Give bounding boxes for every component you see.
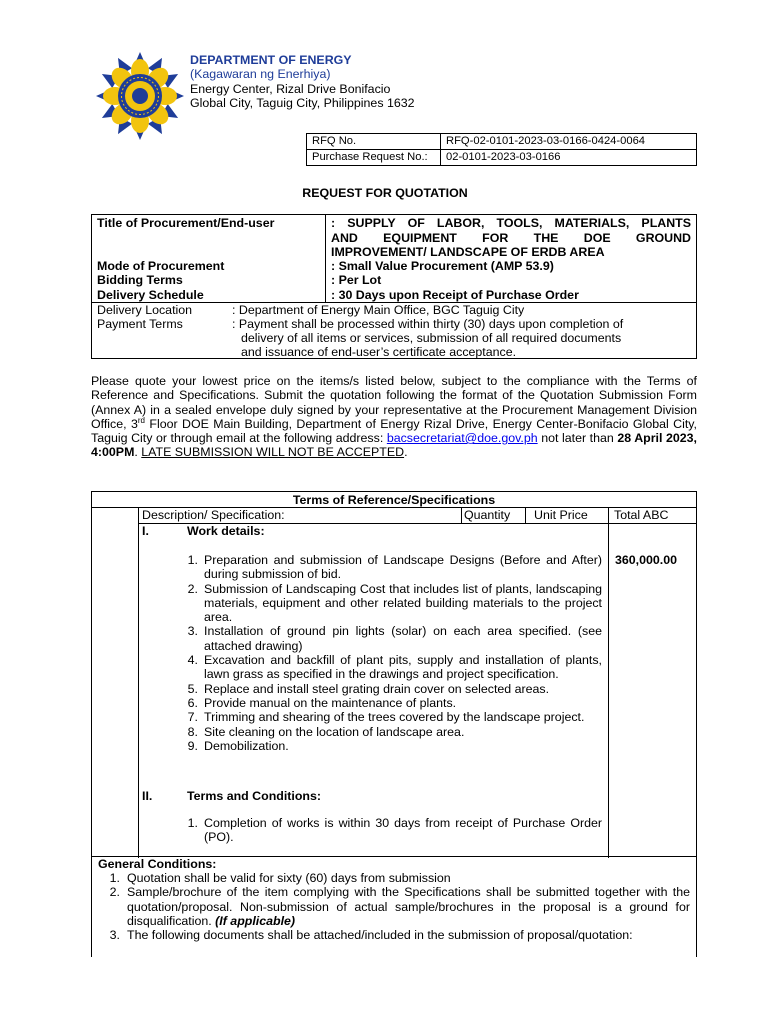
- payment-label: Payment Terms: [97, 317, 183, 331]
- delivery-value: : 30 Days upon Receipt of Purchase Order: [331, 288, 579, 302]
- general-conditions-list: [98, 871, 690, 942]
- address-line-1: Energy Center, Rizal Drive Bonifacio: [190, 81, 391, 96]
- address-line-2: Global City, Taguig City, Philippines 1632: [190, 95, 415, 110]
- doe-seal-icon: [96, 52, 184, 140]
- tor-title: Terms of Reference/Specifications: [292, 493, 496, 507]
- section-2-number: II.: [142, 789, 153, 803]
- title-label: Title of Procurement/End-user: [97, 216, 275, 230]
- section-1-title: Work details:: [187, 524, 265, 538]
- bac-email-link[interactable]: bacsecretariat@doe.gov.ph: [386, 431, 538, 446]
- list-item: 1. Quotation shall be valid for sixty (60) days from submission: [109, 871, 451, 885]
- payment-value-line-1: : Payment shall be processed within thirty (30) days upon completion of: [232, 317, 624, 331]
- general-conditions-title: General Conditions:: [98, 857, 217, 871]
- procurement-info-table: [91, 214, 697, 359]
- intro-text-2: Floor DOE Main Building, Department of Energy Rizal Drive, Energy Center-Bonifacio Global City, Taguig City or through email at the following address:: [91, 416, 698, 446]
- instructions-paragraph: [91, 374, 697, 460]
- submission-deadline: 28 April 2023, 4:00PM: [91, 431, 697, 460]
- payment-value-line-3: and issuance of end-user’s certificate acceptance.: [241, 345, 517, 359]
- list-item: 3. Installation of ground pin lights (solar) on each area specified. (see attached drawing): [187, 624, 602, 653]
- ordinal-suffix: rd: [137, 415, 145, 425]
- list-item: 8. Site cleaning on the location of landscape area.: [187, 724, 465, 739]
- rfq-no-label: RFQ No.: [307, 134, 441, 150]
- col-quantity: Quantity: [464, 508, 511, 522]
- list-item: 5. Replace and install steel grating drain cover on selected areas.: [187, 681, 550, 696]
- list-item: 2. Sample/brochure of the item complying with the Specifications shall be submitted together with the quotation/proposal. Non-submission of actual sample/brochures in the proposal is a ground for disqualification. (If applicable): [109, 885, 690, 928]
- intro-text-1: Please quote your lowest price on the items/s listed below, subject to the compliance with the Terms of Reference and Specifications. Submit the quotation following the format of the Quotation Submission Form (Annex A) in a sealed envelope duly signed by your representative at the Procurement Management Division Office, 3: [91, 374, 697, 431]
- list-item: 7. Trimming and shearing of the trees covered by the landscape project.: [187, 710, 585, 725]
- mode-label: Mode of Procurement: [97, 259, 225, 273]
- terms-of-reference-table: [91, 491, 697, 857]
- list-item: 2. Submission of Landscaping Cost that includes list of plants, landscaping materials, equipment and other related building materials to the project area.: [187, 581, 602, 625]
- col-total-abc: Total ABC: [614, 508, 669, 522]
- list-item: 9. Demobilization.: [187, 738, 289, 753]
- title-value-line-1: : SUPPLY OF LABOR, TOOLS, MATERIALS, PLANTS: [331, 216, 691, 230]
- department-name: DEPARTMENT OF ENERGY: [190, 53, 352, 67]
- intro-text-3: not later than: [537, 431, 618, 446]
- pr-no-label: Purchase Request No.:: [307, 150, 441, 166]
- list-item: 1. Completion of works is within 30 days from receipt of Purchase Order (PO).: [187, 816, 602, 845]
- location-label: Delivery Location: [97, 303, 193, 317]
- delivery-label: Delivery Schedule: [97, 288, 204, 302]
- list-item: 1. Preparation and submission of Landscape Designs (Before and After) during submission of bid.: [187, 553, 602, 582]
- list-item: 4. Excavation and backfill of plant pits, supply and installation of plants, lawn grass as specified in the drawings and project specification.: [187, 653, 602, 682]
- department-header: [190, 53, 415, 110]
- section-2-title: Terms and Conditions:: [187, 789, 322, 803]
- department-local-name: (Kagawaran ng Enerhiya): [190, 67, 331, 82]
- col-description: Description/ Specification:: [142, 508, 285, 522]
- rfq-no-value: RFQ-02-0101-2023-03-0166-0424-0064: [441, 134, 697, 150]
- title-value-line-2: AND EQUIPMENT FOR THE DOE GROUND: [331, 231, 691, 245]
- rfq-number-table: [306, 133, 697, 166]
- total-abc-value: 360,000.00: [615, 553, 678, 567]
- list-item: 6. Provide manual on the maintenance of plants.: [187, 695, 457, 710]
- payment-value-line-2: delivery of all items or services, submission of all required documents: [241, 331, 622, 345]
- intro-text-4: .: [134, 445, 142, 460]
- pr-no-value: 02-0101-2023-03-0166: [441, 150, 697, 166]
- col-unit-price: Unit Price: [534, 508, 588, 522]
- location-value: : Department of Energy Main Office, BGC Taguig City: [232, 303, 525, 317]
- general-conditions: [91, 857, 697, 957]
- late-submission-notice: LATE SUBMISSION WILL NOT BE ACCEPTED: [141, 445, 405, 460]
- list-item: 3. The following documents shall be attached/included in the submission of proposal/quotation:: [109, 928, 633, 943]
- document-title: REQUEST FOR QUOTATION: [302, 186, 468, 200]
- mode-value: : Small Value Procurement (AMP 53.9): [331, 259, 554, 273]
- bidding-label: Bidding Terms: [97, 273, 183, 287]
- title-value-line-3: IMPROVEMENT/ LANDSCAPE OF ERDB AREA: [331, 245, 605, 259]
- work-details-list: [180, 553, 602, 753]
- terms-list: [180, 816, 602, 845]
- section-1-number: I.: [142, 524, 149, 538]
- intro-text-5: .: [404, 445, 408, 460]
- bidding-value: : Per Lot: [331, 273, 382, 287]
